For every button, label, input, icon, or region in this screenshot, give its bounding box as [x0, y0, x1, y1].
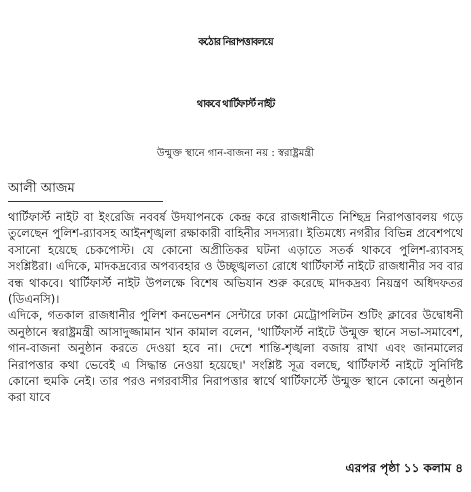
byline-divider [8, 201, 163, 202]
headline-line-1: কঠোর নিরাপত্তাবলয়ে [198, 37, 273, 48]
subheadline: উন্মুক্ত স্থানে গান-বাজনা নয় : স্বরাষ্ট্রমন্ত্রী [156, 148, 315, 159]
article-body [8, 209, 463, 406]
article-paragraph: এদিকে, গতকাল রাজধানীর পুলিশ কনভেনশন সেন্টারে ঢাকা মেট্রোপলিটন শুটিং ক্লাবের উদ্বোধনী অনুষ্ঠানে স্বরাষ্ট্রমন্ত্রী আসাদুজ্জামান খান কামাল বলেন, 'থার্টিফার্স্ট নাইটে উন্মুক্ত স্থানে সভা-সমাবেশ, গান-বাজনা অনুষ্ঠান করতে দেওয়া হবে না। দেশে শান্তি-শৃঙ্খলা বজায় রাখা এবং জানমালের নিরাপত্তার কথা ভেবেই এ সিদ্ধান্ত নেওয়া হয়েছে।' সংশ্লিষ্ট সূত্র বলছে, থার্টিফার্স্ট নাইটে সুনির্দিষ্ট কোনো হুমকি নেই। তার পরও নগরবাসীর নিরাপত্তার স্বার্থে থার্টিফার্স্টে উন্মুক্ত স্থানে কোনো অনুষ্ঠান করা যাবে [8, 308, 463, 405]
article-paragraph: থার্টিফার্স্ট নাইট বা ইংরেজি নববর্ষ উদযাপনকে কেন্দ্র করে রাজধানীতে নিশ্ছিদ্র নিরাপত্তাবলয় গড়ে তুলেছেন পুলিশ-র‍্যাবসহ আইনশৃঙ্খলা রক্ষাকারী বাহিনীর সদস্যরা। ইতিমধ্যে নগরীর বিভিন্ন প্রবেশপথে বসানো হয়েছে চেকপোস্ট। যে কোনো অপ্রীতিকর ঘটনা এড়াতে সতর্ক থাকবে পুলিশ-র‍্যাবসহ সংশ্লিষ্টরা। এদিকে, মাদকদ্রব্যের অপব্যবহার ও উচ্ছৃঙ্খলতা রোধে থার্টিফার্স্ট নাইটে রাজধানীর সব বার বন্ধ থাকবে। থার্টিফার্স্ট নাইট উপলক্ষে বিশেষ অভিযান শুরু করেছে মাদকদ্রব্য নিয়ন্ত্রণ অধিদফতর (ডিএনসি)। [8, 210, 463, 307]
byline: আলী আজম [8, 181, 75, 196]
continuation-note: এরপর পৃষ্ঠা ১১ কলাম ৪ [345, 461, 463, 475]
headline-line-2: থাকবে থার্টিফার্স্ট নাইট [196, 99, 275, 110]
